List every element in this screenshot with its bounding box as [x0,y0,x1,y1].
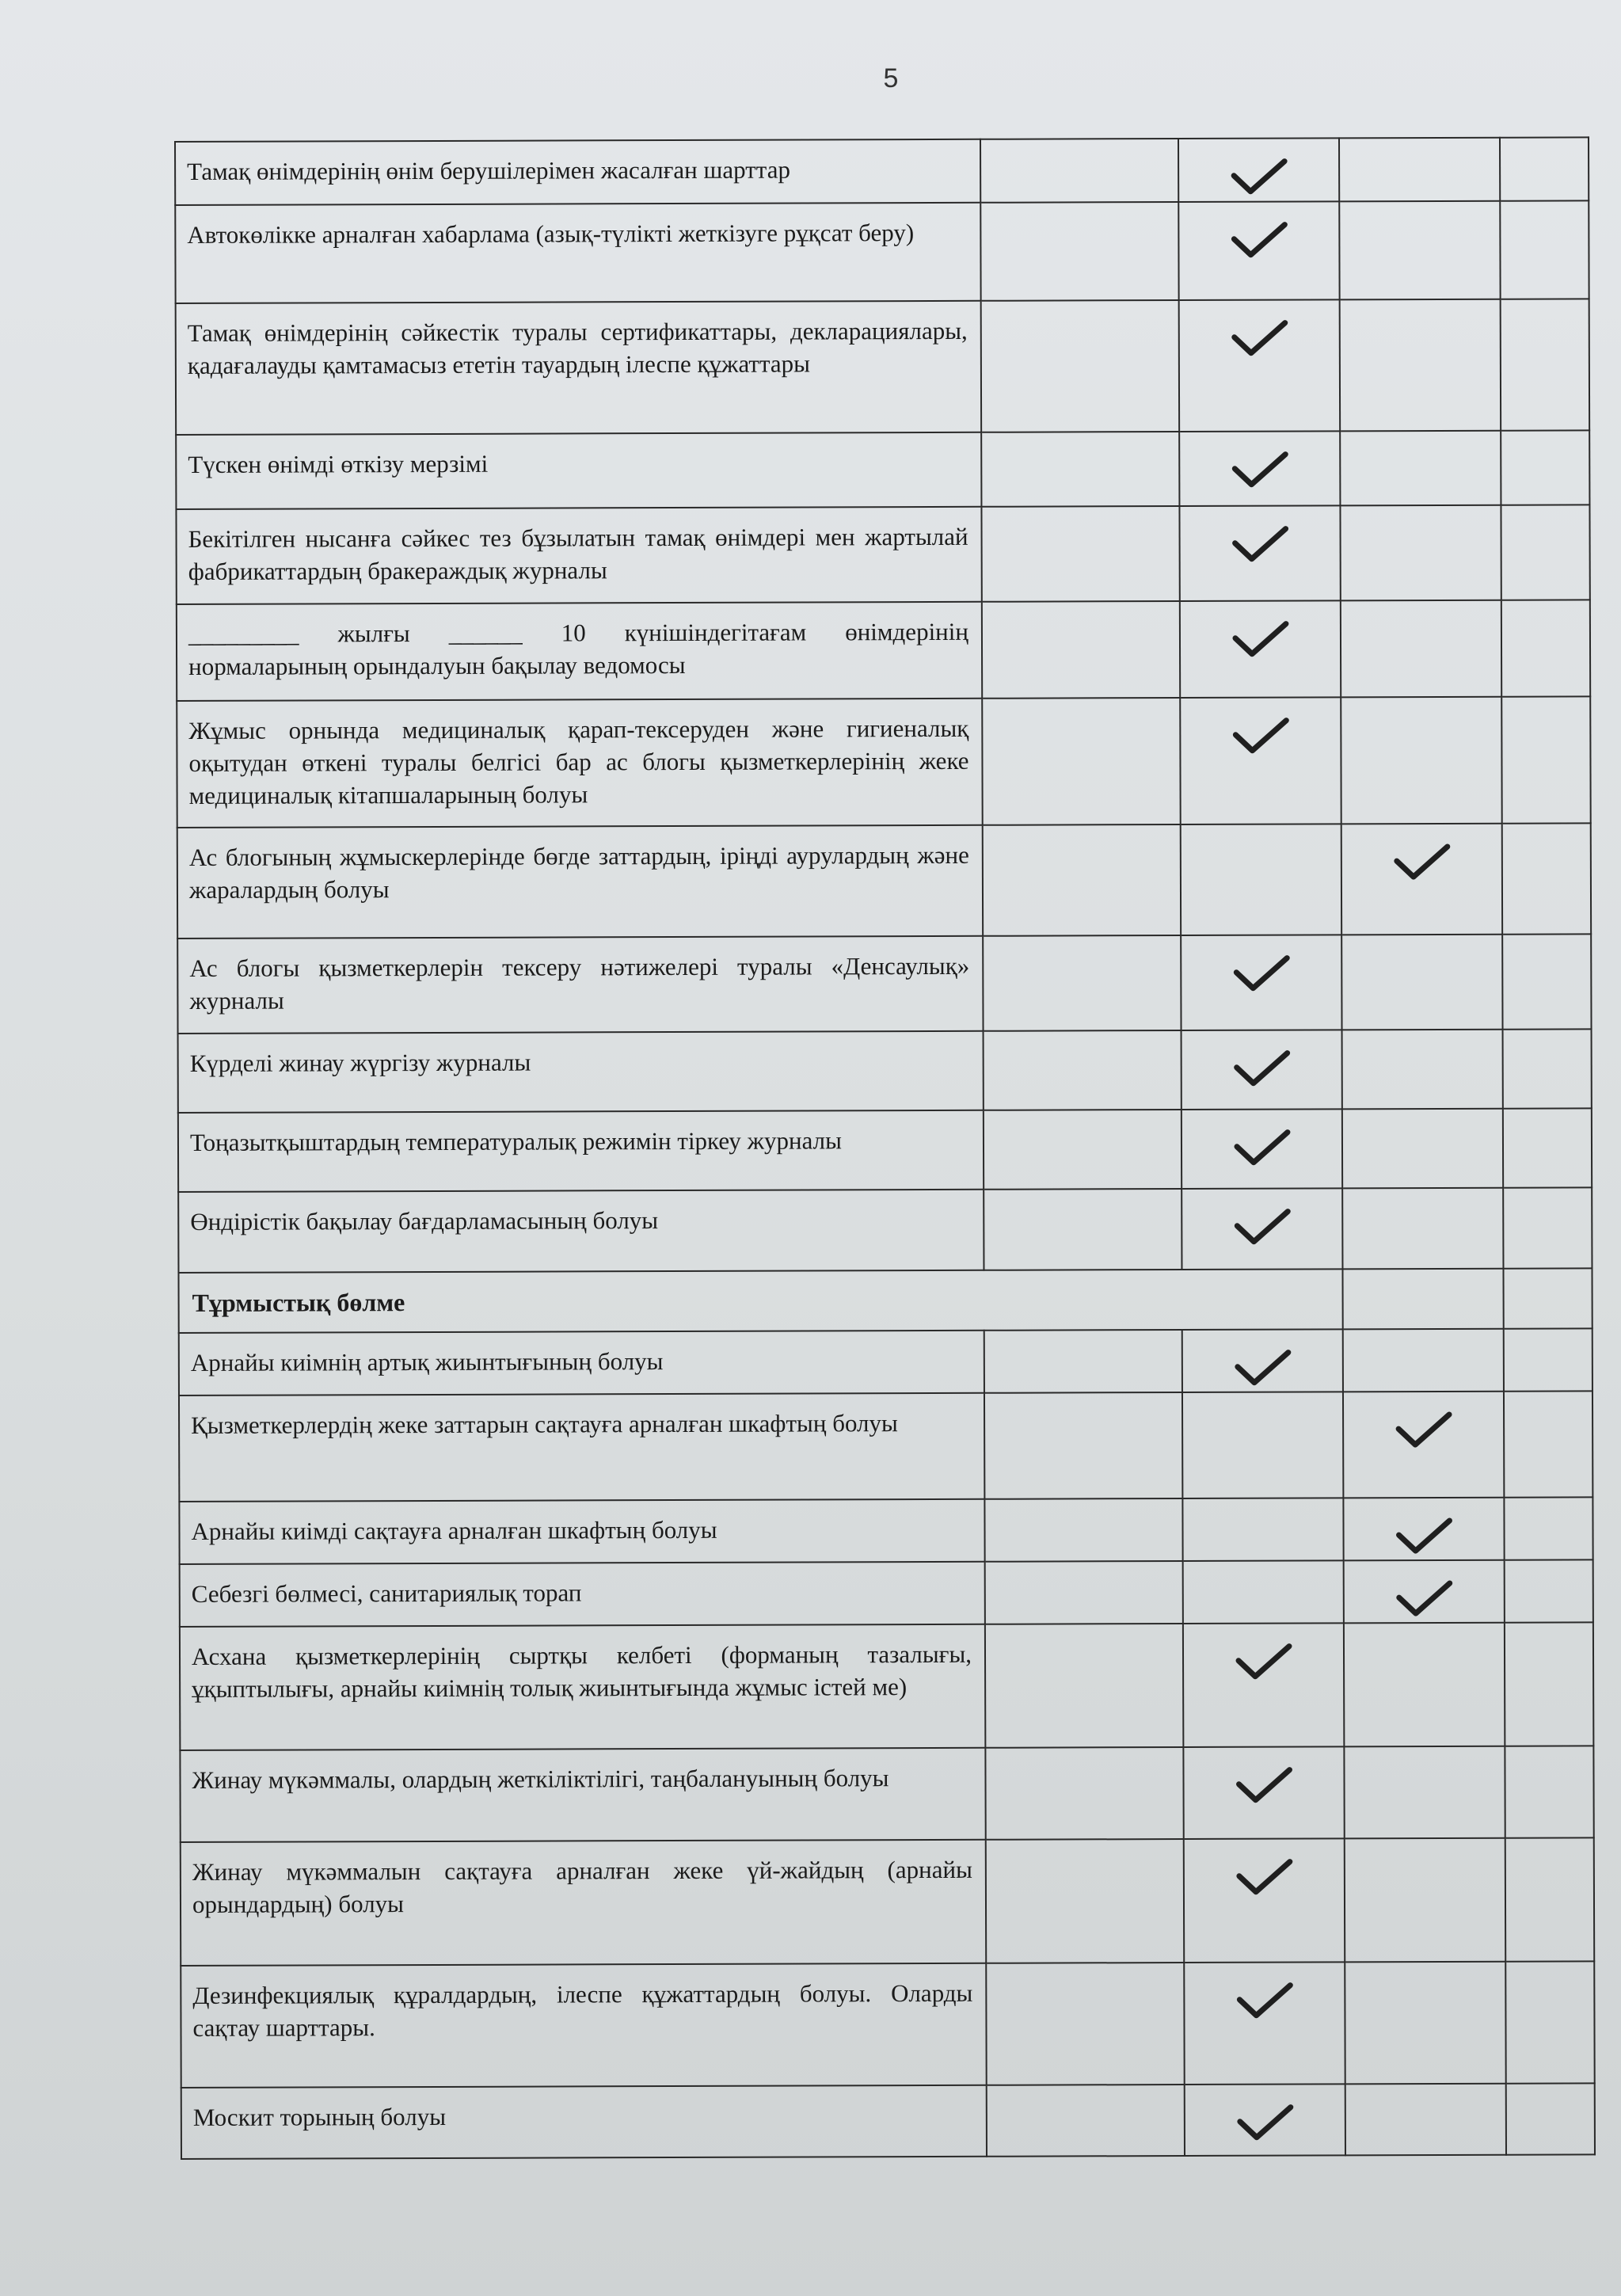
checkmark-icon [1395,1410,1452,1449]
check-cell [1178,138,1339,202]
checkmark-icon [1235,1765,1292,1805]
table-row [177,823,1591,939]
empty-cell [1505,1746,1593,1837]
table-row [181,2083,1595,2159]
empty-cell [1505,1961,1594,2083]
checkmark-icon [1233,1128,1290,1167]
table-row [178,1187,1592,1273]
empty-cell [1502,823,1591,934]
empty-cell [1345,2084,1506,2156]
empty-cell [981,506,1179,602]
empty-cell [985,1747,1183,1840]
check-cell [1182,1030,1342,1110]
empty-cell [1344,1746,1505,1839]
empty-cell [980,202,1178,301]
empty-cell [1344,1623,1505,1747]
checkmark-icon [1393,842,1450,881]
check-cell [1183,1746,1344,1839]
empty-cell [1182,1392,1343,1498]
section-title: Тұрмыстық бөлме [178,1269,1342,1333]
empty-cell [1340,505,1501,601]
empty-cell [1342,1109,1503,1189]
empty-cell [984,1030,1182,1110]
item-text: Өндірістік бақылау бағдарламасының болуы [178,1190,984,1273]
empty-cell [985,1624,1183,1748]
empty-cell [984,1189,1182,1270]
empty-cell [981,432,1179,507]
checkmark-icon [1395,1578,1452,1618]
check-cell [1344,1560,1505,1624]
empty-cell [1501,696,1591,823]
empty-cell [986,1963,1184,2085]
empty-cell [1341,935,1502,1030]
check-cell [1182,1109,1342,1189]
empty-cell [1500,200,1589,299]
checkmark-icon [1231,524,1288,564]
empty-cell [1345,1838,1505,1963]
section-row [178,1268,1592,1333]
empty-cell [1504,1497,1592,1559]
item-text: Тамақ өнімдерінің сәйкестік туралы сертификаттары, декларациялары, қадағалауды қамтамасыз ететін тауардың ілеспе құжаттары [176,301,982,435]
table-row [177,934,1591,1034]
checkmark-icon [1233,1049,1290,1088]
checkmark-icon [1235,1642,1292,1681]
checkmark-icon [1231,318,1288,358]
checkmark-icon [1231,619,1288,659]
empty-cell [1339,201,1500,300]
checkmark-icon [1236,1981,1293,2020]
empty-cell [1502,934,1591,1029]
item-text: Күрделі жинау жүргізу журналы [178,1031,984,1113]
item-text: Дезинфекциялық құралдардың, ілеспе құжаттардың болуы. Оларды сақтау шарттары. [181,1963,986,2088]
empty-cell [1503,1187,1592,1268]
empty-cell [1342,1269,1503,1330]
check-cell [1184,1838,1345,1963]
table-row [176,430,1589,509]
empty-cell [1182,1498,1343,1561]
empty-cell [1342,1030,1503,1110]
checklist-table-body [175,137,1595,2159]
item-text: Бекітілген нысанға сәйкес тез бұзылатын тамақ өнімдері мен жартылай фабрикаттардың бракераждық журналы [176,507,981,604]
item-text: Арнайы киімнің артық жиынтығының болуы [179,1331,984,1395]
item-text: Ас блогы қызметкерлерін тексеру нәтижелері туралы «Денсаулық» журналы [177,936,983,1034]
empty-cell [1503,1029,1592,1108]
empty-cell [985,1561,1183,1624]
checkmark-icon [1231,450,1288,489]
check-cell [1181,935,1341,1030]
page-number: 5 [883,63,899,93]
item-text: Москит торының болуы [181,2085,987,2159]
empty-cell [1505,1559,1593,1622]
item-text: Арнайы киімді сақтауға арналған шкафтың болуы [179,1499,984,1564]
check-cell [1179,299,1341,432]
empty-cell [1343,1329,1504,1392]
empty-cell [1183,1560,1344,1624]
item-text: Жинау мүкәммалы, олардың жеткіліктілігі, таңбалануының болуы [180,1748,985,1842]
checkmark-icon [1231,157,1288,196]
item-text: Ас блогының жұмыскерлерінде бөгде заттардың, іріңді аурулардың және жаралардың болуы [177,825,983,939]
check-cell [1180,600,1341,698]
check-cell [1178,201,1339,300]
checkmark-icon [1235,1857,1292,1897]
check-cell [1343,1392,1504,1498]
check-cell [1183,1623,1344,1747]
checkmark-icon [1231,220,1288,260]
empty-cell [1501,505,1589,600]
empty-cell [983,824,1181,936]
empty-cell [1500,137,1589,200]
checkmark-icon [1234,1207,1291,1247]
empty-cell [1505,1837,1594,1961]
empty-cell [1340,431,1501,506]
empty-cell [982,698,1181,825]
checklist-sheet [174,136,1594,2160]
table-row [179,1497,1592,1564]
item-text: Жинау мүкәммалын сақтауға арналған жеке үй-жайдың (арнайы орындардың) болуы [181,1840,986,1966]
table-row [175,200,1589,303]
checkmark-icon [1234,1348,1291,1388]
table-row [177,600,1590,701]
item-text: Тамақ өнімдерінің өнім берушілерімен жасалған шарттар [175,139,980,205]
checkmark-icon [1236,2103,1293,2142]
item-text: Себезгі бөлмесі, санитариялық торап [180,1562,985,1627]
empty-cell [984,1498,1182,1562]
empty-cell [1501,299,1590,430]
check-cell [1341,824,1502,935]
check-cell [1184,1962,1345,2085]
item-text: Қызметкерлердің жеке заттарын сақтауға арналған шкафтың болуы [179,1393,984,1502]
table-row [178,1108,1592,1192]
table-row [181,1837,1594,1966]
item-text: Автокөлікке арналған хабарлама (азық-түлікті жеткізуге рұқсат беру) [175,203,980,303]
table-row [176,299,1590,435]
empty-cell [980,139,1178,203]
empty-cell [984,1392,1182,1499]
table-row [180,1746,1593,1842]
table-row [179,1391,1592,1502]
table-row [178,1029,1592,1113]
empty-cell [983,935,1181,1031]
empty-cell [1345,1962,1505,2085]
empty-cell [986,1839,1184,1963]
checkmark-icon [1395,1516,1452,1555]
check-cell [1180,697,1341,824]
empty-cell [1341,697,1502,824]
empty-cell [1501,600,1590,696]
check-cell [1185,2084,1345,2156]
empty-cell [1503,1108,1592,1187]
check-cell [1343,1498,1504,1561]
empty-cell [1342,1188,1503,1270]
empty-cell [1339,138,1500,202]
empty-cell [1181,824,1341,935]
check-cell [1182,1188,1342,1270]
item-text: Асхана қызметкерлерінің сыртқы келбеті (форманың тазалығы, ұқыптылығы, арнайы киімнің толық жиынтығында жұмыс істей ме) [180,1624,985,1750]
empty-cell [981,300,1180,432]
empty-cell [1503,1268,1592,1328]
item-text: Тоңазытқыштардың температуралық режимін тіркеу журналы [178,1110,984,1192]
empty-cell [1504,1328,1592,1391]
empty-cell [1501,430,1589,505]
empty-cell [984,1330,1182,1393]
empty-cell [984,1110,1182,1190]
table-row [181,1961,1594,2088]
empty-cell [1505,1622,1593,1746]
check-cell [1182,1329,1343,1392]
check-cell [1179,431,1340,506]
checkmark-icon [1232,716,1289,756]
empty-cell [987,2085,1185,2157]
table-row [179,1328,1592,1395]
empty-cell [1504,1391,1592,1497]
item-text: Жұмыс орнында медициналық қарап-тексеруден және гигиеналық оқытудан өткені туралы белгісі бар ас блогы қызметкерлерінің жеке медициналық кітапшаларының болуы [177,699,982,828]
empty-cell [1341,600,1501,698]
table-row [176,505,1589,604]
empty-cell [982,601,1180,699]
table-row [180,1622,1593,1750]
checkmark-icon [1233,954,1290,993]
table-row [180,1559,1593,1627]
empty-cell [1506,2083,1595,2154]
check-cell [1179,505,1340,601]
table-row [177,696,1590,828]
item-text: Түскен өнімді өткізу мерзімі [176,432,981,509]
item-text: _________ жылғы ______ 10 күнішіндегітағам өнімдерінің нормаларының орындалуын бақылау ведомосы [177,602,982,701]
table-row [175,137,1589,205]
empty-cell [1340,299,1501,432]
checklist-table [174,136,1596,2160]
